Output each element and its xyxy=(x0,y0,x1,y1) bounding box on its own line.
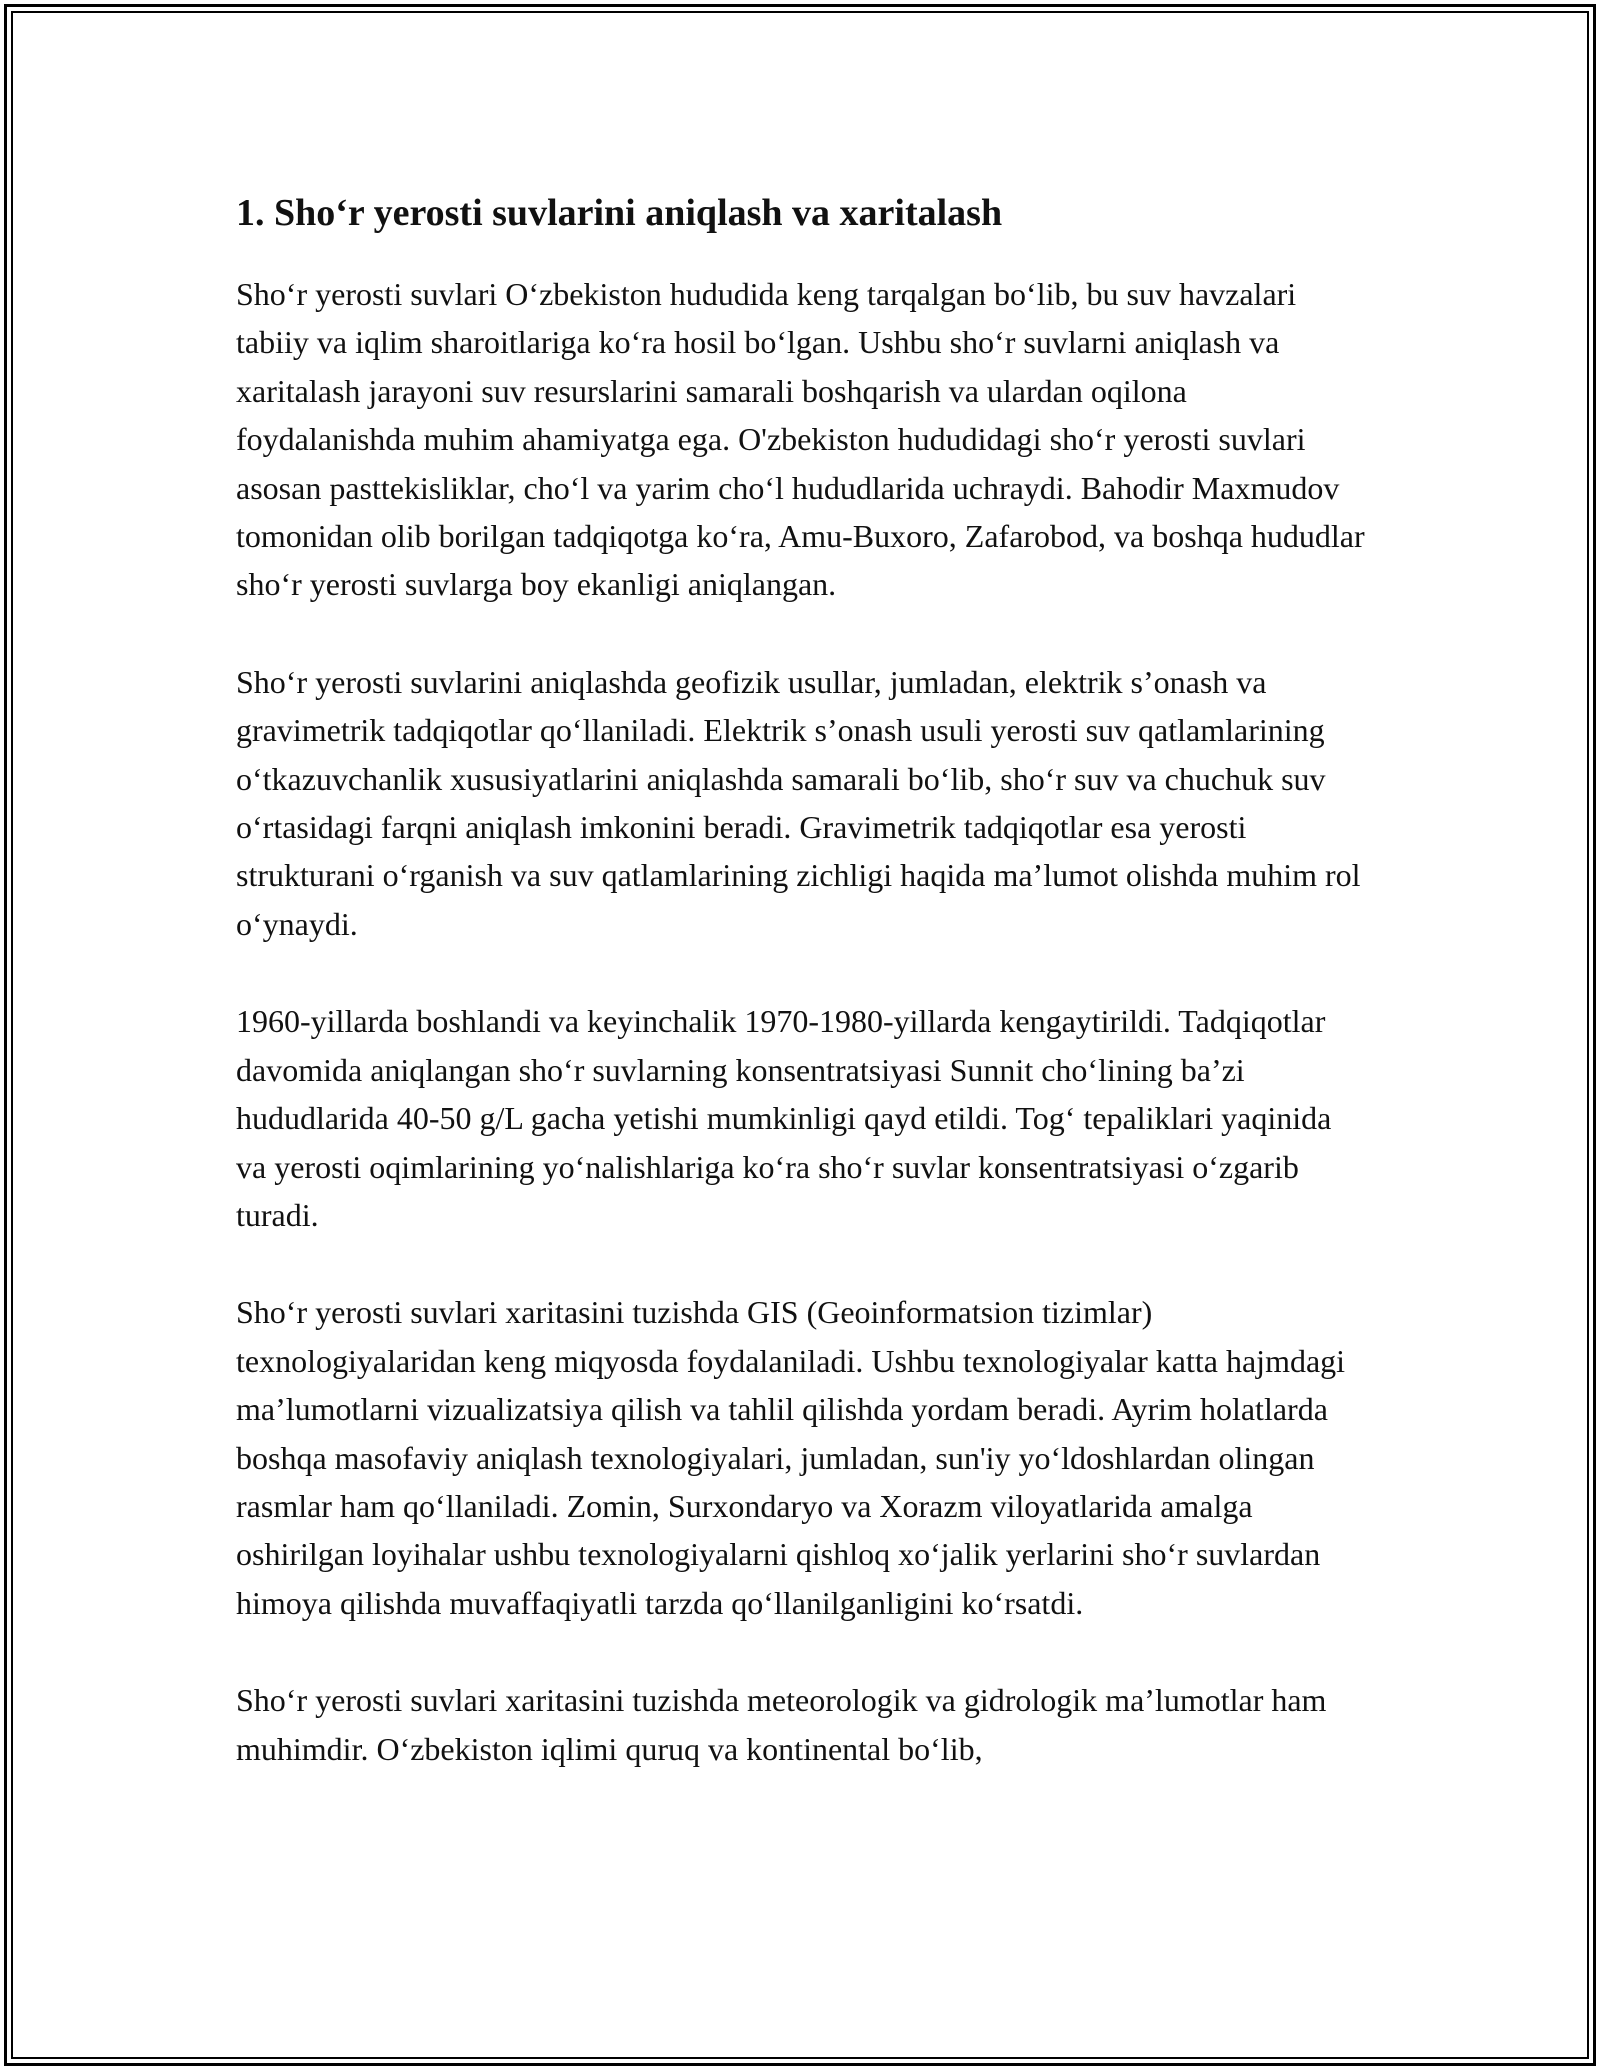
paragraph-3: 1960-yillarda boshlandi va keyinchalik 1970-1980-yillarda kengaytirildi. Tadqiqotlar davomida aniqlangan sho‘r suvlarning konsentratsiyasi Sunnit cho‘lining ba’zi hududlarida 40-50 g/L gacha yetishi mumkinligi qayd etildi. Tog‘ tepaliklari yaqinida va yerosti oqimlarining yo‘nalishlariga ko‘ra sho‘r suvlar konsentratsiyasi o‘zgarib turadi. xyxy=(236,1003,1332,1233)
section-heading: 1. Sho‘r yerosti suvlarini aniqlash va xaritalash xyxy=(236,192,1003,234)
paragraph-2: Sho‘r yerosti suvlarini aniqlashda geofizik usullar, jumladan, elektrik s’onash va gravimetrik tadqiqotlar qo‘llaniladi. Elektrik s’onash usuli yerosti suv qatlamlarining o‘tkazuvchanlik xususiyatlarini aniqlashda samarali bo‘lib, sho‘r suv va chuchuk suv o‘rtasidagi farqni aniqlash imkonini beradi. Gravimetrik tadqiqotlar esa yerosti strukturani o‘rganish va suv qatlamlarining zichligi haqida ma’lumot olishda muhim rol o‘ynaydi. xyxy=(236,663,1361,942)
paragraph-1: Sho‘r yerosti suvlari O‘zbekiston hududida keng tarqalgan bo‘lib, bu suv havzalari tabiiy va iqlim sharoitlariga ko‘ra hosil bo‘lgan. Ushbu sho‘r suvlarni aniqlash va xaritalash jarayoni suv resurslarini samarali boshqarish va ulardan oqilona foydalanishda muhim ahamiyatga ega. O'zbekiston hududidagi sho‘r yerosti suvlari asosan pasttekisliklar, cho‘l va yarim cho‘l hududlarida uchraydi. Bahodir Maxmudov tomonidan olib borilgan tadqiqotga ko‘ra, Amu-Buxoro, Zafarobod, va boshqa hududlar sho‘r yerosti suvlarga boy ekanligi aniqlangan. xyxy=(236,276,1365,603)
document-body xyxy=(236,186,1366,1773)
paragraph-5: Sho‘r yerosti suvlari xaritasini tuzishda meteorologik va gidrologik ma’lumotlar ham muhimdir. O‘zbekiston iqlimi quruq va kontinental bo‘lib, xyxy=(236,1682,1327,1767)
paragraph-4: Sho‘r yerosti suvlari xaritasini tuzishda GIS (Geoinformatsion tizimlar) texnologiyalaridan keng miqyosda foydalaniladi. Ushbu texnologiyalar katta hajmdagi ma’lumotlarni vizualizatsiya qilish va tahlil qilishda yordam beradi. Ayrim holatlarda boshqa masofaviy aniqlash texnologiyalari, jumladan, sun'iy yo‘ldoshlardan olingan rasmlar ham qo‘llaniladi. Zomin, Surxondaryo va Xorazm viloyatlarida amalga oshirilgan loyihalar ushbu texnologiyalarni qishloq xo‘jalik yerlarini sho‘r suvlardan himoya qilishda muvaffaqiyatli tarzda qo‘llanilganligini ko‘rsatdi. xyxy=(236,1294,1346,1621)
